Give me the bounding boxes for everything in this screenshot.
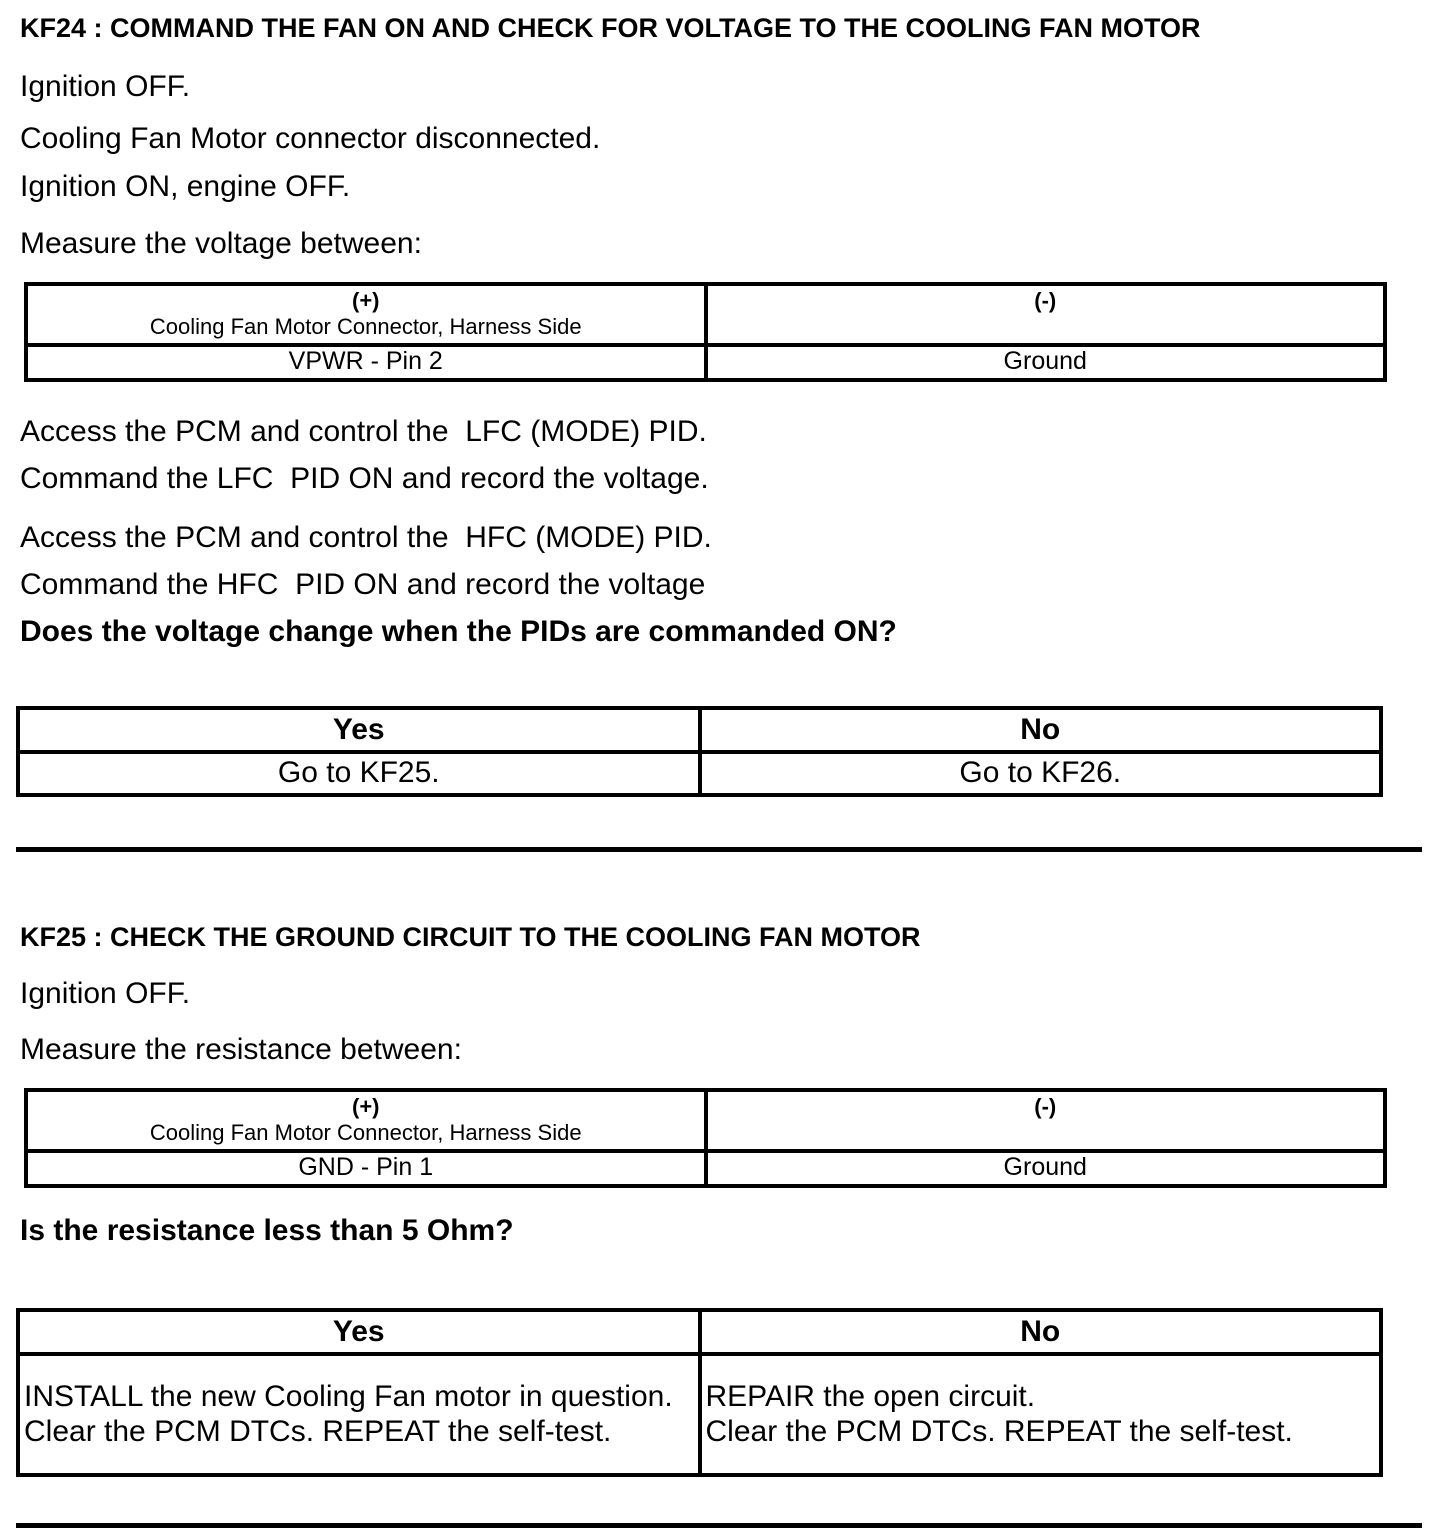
table-row (18, 1354, 1381, 1475)
kf24-instruction-lfc-command: Command the LFC PID ON and record the voltage. (20, 462, 709, 496)
kf25-no-action-line: REPAIR the open circuit. (705, 1379, 1036, 1413)
kf24-plus-header-cell (26, 284, 706, 346)
kf24-decision-table (16, 706, 1383, 796)
kf25-no-action-line: Clear the PCM DTCs. REPEAT the self-test. (705, 1415, 1293, 1449)
kf25-decision-table (16, 1308, 1383, 1477)
plus-terminal-label: (+) (352, 1093, 380, 1119)
kf24-minus-value-cell: Ground (706, 345, 1386, 380)
table-row (18, 752, 1381, 794)
kf25-plus-header-cell (26, 1090, 706, 1152)
kf24-step-ignition-on: Ignition ON, engine OFF. (20, 169, 351, 203)
plus-terminal-detail: Cooling Fan Motor Connector, Harness Side (149, 1119, 582, 1145)
kf24-no-header: No (700, 708, 1382, 752)
kf24-minus-header-cell (706, 284, 1386, 346)
kf24-instruction-lfc-access: Access the PCM and control the LFC (MODE) PID. (20, 414, 707, 448)
plus-terminal-label: (+) (352, 287, 380, 313)
kf25-yes-header: Yes (18, 1310, 700, 1354)
kf25-step-ignition-off: Ignition OFF. (20, 976, 191, 1010)
minus-terminal-label: (-) (1034, 287, 1057, 313)
kf24-instruction-hfc-command: Command the HFC PID ON and record the voltage (20, 568, 706, 602)
kf24-no-action: Go to KF26. (700, 752, 1382, 794)
kf24-instruction-hfc-access: Access the PCM and control the HFC (MODE) PID. (20, 520, 712, 554)
kf24-measure-label: Measure the voltage between: (20, 227, 422, 261)
kf24-plus-value-cell: VPWR - Pin 2 (26, 345, 706, 380)
kf25-yes-action-line: Clear the PCM DTCs. REPEAT the self-test. (24, 1415, 612, 1449)
table-row (26, 284, 1385, 346)
table-row (18, 708, 1381, 752)
plus-terminal-detail: Cooling Fan Motor Connector, Harness Side (149, 314, 582, 340)
table-row (26, 1090, 1385, 1152)
kf24-question: Does the voltage change when the PIDs are commanded ON? (20, 614, 897, 648)
table-row (26, 1151, 1385, 1186)
kf24-measurement-table (24, 282, 1387, 382)
kf24-step-connector-disconnected: Cooling Fan Motor connector disconnected. (20, 122, 601, 156)
section-divider (16, 847, 1422, 852)
kf25-yes-action (18, 1354, 700, 1475)
table-row (18, 1310, 1381, 1354)
kf24-yes-header: Yes (18, 708, 700, 752)
kf25-yes-action-line: INSTALL the new Cooling Fan motor in question. (24, 1379, 673, 1413)
kf25-plus-value-cell: GND - Pin 1 (26, 1151, 706, 1186)
kf25-minus-value-cell: Ground (706, 1151, 1386, 1186)
kf25-measure-label: Measure the resistance between: (20, 1033, 462, 1067)
kf24-yes-action: Go to KF25. (18, 752, 700, 794)
minus-terminal-label: (-) (1034, 1093, 1057, 1119)
table-row (26, 345, 1385, 380)
kf25-no-header: No (700, 1310, 1382, 1354)
kf24-step-ignition-off: Ignition OFF. (20, 69, 191, 103)
kf25-measurement-table (24, 1088, 1387, 1188)
section-divider (16, 1523, 1422, 1528)
kf25-question: Is the resistance less than 5 Ohm? (20, 1213, 514, 1247)
kf25-minus-header-cell (706, 1090, 1386, 1152)
kf25-no-action (700, 1354, 1382, 1475)
kf24-heading: KF24 : COMMAND THE FAN ON AND CHECK FOR VOLTAGE TO THE COOLING FAN MOTOR (20, 13, 1201, 43)
kf25-heading: KF25 : CHECK THE GROUND CIRCUIT TO THE COOLING FAN MOTOR (20, 921, 921, 952)
